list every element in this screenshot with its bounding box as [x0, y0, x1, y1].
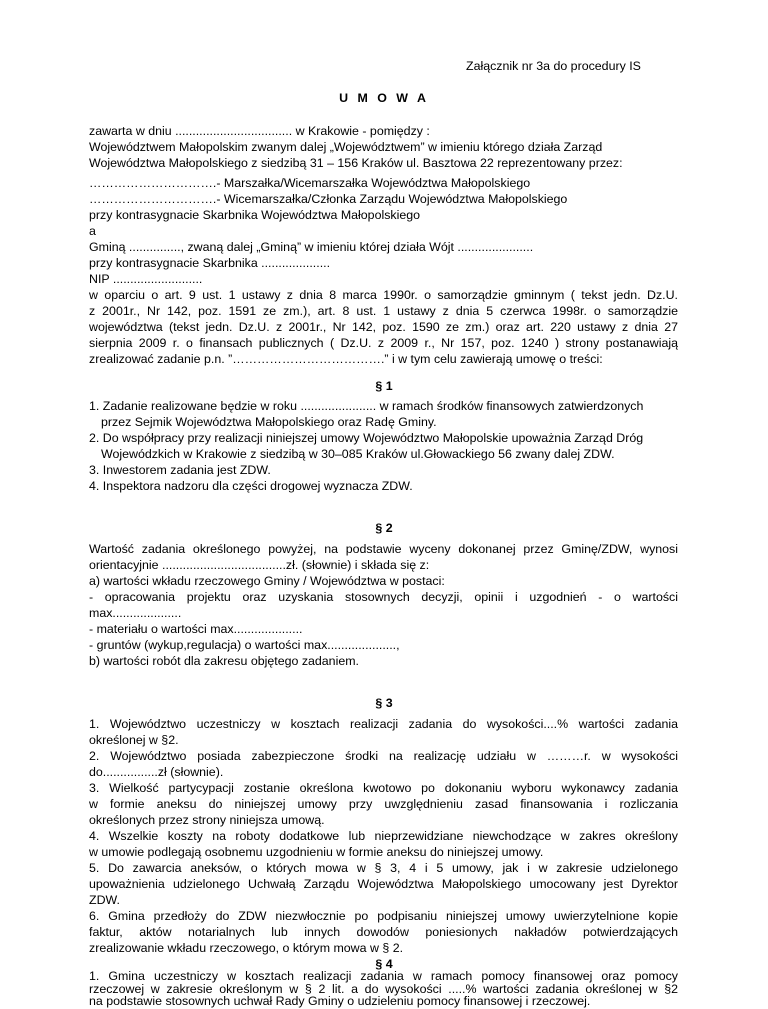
section-3-line: 3. Wielkość partycypacji zostanie określona kwotowo po dokonaniu wyboru wykonawcy zadania — [89, 781, 678, 795]
section-2-line: a) wartości wkładu rzeczowego Gminy / Województwa w postaci: — [89, 574, 445, 588]
section-2-line: b) wartości robót dla zakresu objętego zadaniem. — [89, 654, 359, 668]
section-3-line: ZDW. — [89, 893, 120, 907]
section-3-line: zrealizowanie wkładu rzeczowego, o którym mowa w § 2. — [89, 941, 404, 955]
intro-line: ………………………….- Marszałka/Wicemarszałka Województwa Małopolskiego — [89, 176, 531, 190]
intro-line: w oparciu o art. 9 ust. 1 ustawy z dnia 8 marca 1990r. o samorządzie gminnym ( tekst jedn. Dz.U. — [89, 288, 678, 302]
section-2-line: max.................... — [89, 606, 182, 620]
section-3-line: 5. Do zawarcia aneksów, o których mowa w § 3, 4 i 5 umowy, jak i w zakresie udzielonego — [89, 861, 678, 875]
section-3-line: określonych przez strony niniejsza umową. — [89, 813, 325, 827]
intro-line: Województwa Małopolskiego z siedzibą 31 – 156 Kraków ul. Basztowa 22 reprezentowany przez: — [89, 156, 623, 170]
section-1-line: 4. Inspektora nadzoru dla części drogowej wyznacza ZDW. — [89, 479, 413, 493]
section-2-heading: § 2 — [375, 521, 393, 535]
attachment-label: Załącznik nr 3a do procedury IS — [466, 59, 641, 73]
section-3-line: w formie aneksu do niniejszej umowy przy uwzględnieniu zasad finansowania i rozliczania — [89, 797, 678, 811]
section-3-line: 2. Województwo posiada zabezpieczone środki na realizację udziału w ………r. w wysokości — [89, 749, 678, 763]
section-1-heading: § 1 — [375, 379, 393, 393]
section-2-line: - opracowania projektu oraz uzyskania stosownych decyzji, opinii i uzgodnień - o wartości — [89, 590, 678, 604]
section-3-line: w umowie podlegają osobnemu uzgodnieniu w formie aneksu do niniejszej umowy. — [89, 845, 544, 859]
intro-line: z 2001r., Nr 142, poz. 1591 ze zm.), art. 8 ust. 1 ustawy z dnia 5 czerwca 1998r. o samorządzie — [89, 304, 678, 318]
section-1-line: 3. Inwestorem zadania jest ZDW. — [89, 463, 271, 477]
section-3-heading: § 3 — [375, 696, 393, 710]
section-3-line: 6. Gmina przedłoży do ZDW niezwłocznie po podpisaniu niniejszej umowy uwierzytelnione kopie — [89, 909, 678, 923]
intro-line: zrealizować zadanie p.n. ”……………………………….” i w tym celu zawierają umowę o treści: — [89, 352, 603, 366]
document-title: U M O W A — [339, 91, 429, 105]
section-3-line: do................zł (słownie). — [89, 765, 224, 779]
section-1-line: przez Sejmik Województwa Małopolskiego oraz Radę Gminy. — [101, 415, 437, 429]
intro-line: ………………………….- Wicemarszałka/Członka Zarządu Województwa Małopolskiego — [89, 192, 568, 206]
section-3-line: upoważnienia udzielonego Uchwałą Zarządu Województwa Małopolskiego umocowany jest Dyrektor — [89, 877, 678, 891]
section-3-line: faktur, aktów notarialnych lub innych dowodów poniesionych nakładów potwierdzających — [89, 925, 678, 939]
section-1-line: 2. Do współpracy przy realizacji niniejszej umowy Województwo Małopolskie upoważnia Zarząd Dróg — [89, 431, 644, 445]
section-2-line: - materiału o wartości max.................... — [89, 622, 303, 636]
intro-line: NIP .......................... — [89, 272, 203, 286]
section-4-line: na podstawie stosownych uchwał Rady Gminy o udzieleniu pomocy finansowej i rzeczowej. — [89, 994, 591, 1008]
intro-line: Województwem Małopolskim zwanym dalej „Województwem” w imieniu którego działa Zarząd — [89, 140, 603, 154]
section-2-line: Wartość zadania określonego powyżej, na podstawie wyceny dokonanej przez Gminę/ZDW, wynosi — [89, 542, 678, 556]
intro-line: sierpnia 2009 r. o finansach publicznych ( Dz.U. z 2009 r., Nr 157, poz. 1240 ) strony postanawiają — [89, 336, 678, 350]
section-3-line: określonej w §2. — [89, 733, 179, 747]
intro-line: Gminą ..............., zwaną dalej „Gminą” w imieniu której działa Wójt ...................... — [89, 240, 534, 254]
section-4-line: rzeczowej w zakresie określonym w § 2 lit. a do wysokości .....% wartości zadania określonej w §2 — [89, 982, 678, 996]
section-3-line: 1. Województwo uczestniczy w kosztach realizacji zadania do wysokości....% wartości zadania — [89, 717, 678, 731]
section-1-line: Wojewódzkich w Krakowie z siedzibą w 30–085 Kraków ul.Głowackiego 56 zwany dalej ZDW. — [101, 447, 615, 461]
section-2-line: - gruntów (wykup,regulacja) o wartości max...................., — [89, 638, 400, 652]
section-4-line: 1. Gmina uczestniczy w kosztach realizacji zadania w ramach pomocy finansowej oraz pomocy — [89, 969, 678, 983]
section-2-line: orientacyjnie ....................................zł. (słownie) i składa się z: — [89, 558, 430, 572]
section-1-line: 1. Zadanie realizowane będzie w roku ...................... w ramach środków finansowych zatwierdzonych — [89, 399, 644, 413]
intro-line: przy kontrasygnacie Skarbnika .................... — [89, 256, 331, 270]
intro-line: a — [89, 224, 96, 238]
intro-line: zawarta w dniu .................................. w Krakowie - pomiędzy : — [89, 124, 430, 138]
intro-line: województwa (tekst jedn. Dz.U. z 2001r., Nr 142, poz. 1590 ze zm.) oraz art. 220 ustawy z dnia 27 — [89, 320, 678, 334]
intro-line: przy kontrasygnacie Skarbnika Województwa Małopolskiego — [89, 208, 421, 222]
section-3-line: 4. Wszelkie koszty na roboty dodatkowe lub nieprzewidziane niewchodzące w zakres określony — [89, 829, 678, 843]
section-4-heading: § 4 — [375, 957, 393, 971]
